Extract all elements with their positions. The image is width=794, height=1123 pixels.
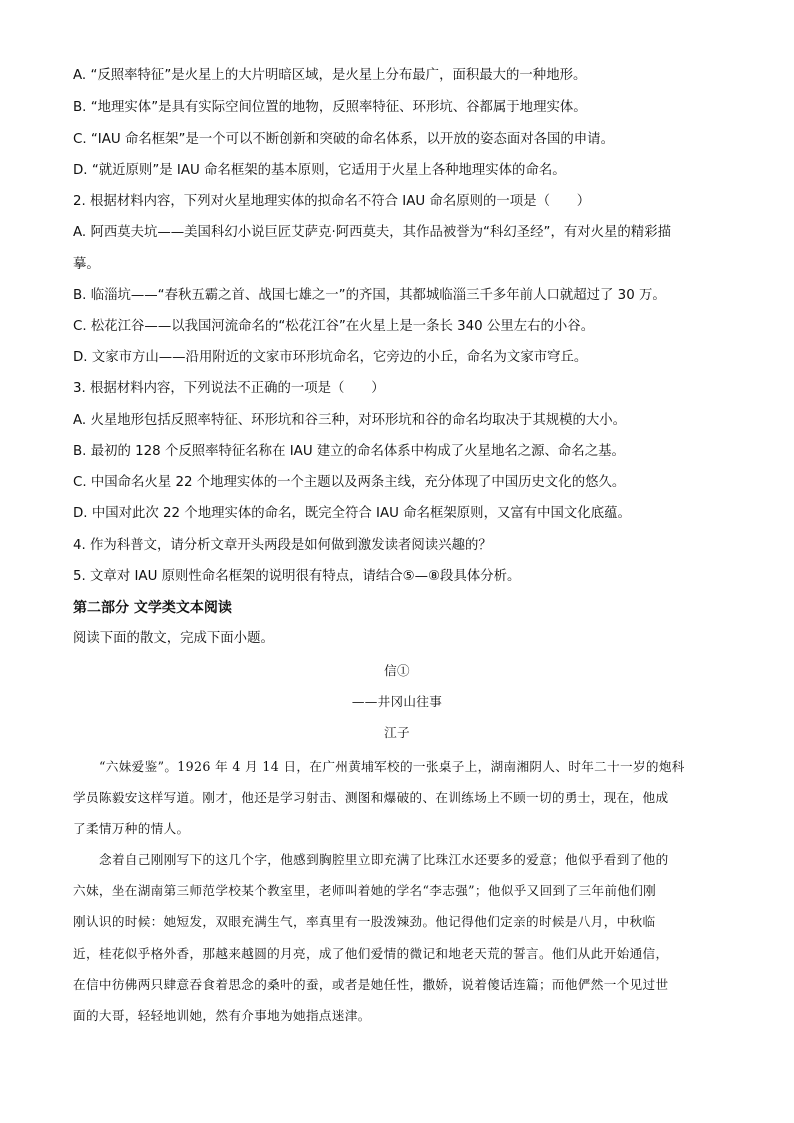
q3-option-d: D. 中国对此次 22 个地理实体的命名，既完全符合 IAU 命名框架原则，又富有中国文化底蕴。 <box>73 506 631 521</box>
q2-stem: 2. 根据材料内容，下列对火星地理实体的拟命名不符合 IAU 命名原则的一项是（ ） <box>73 194 591 209</box>
article-subtitle: ——井冈山往事 <box>351 694 443 709</box>
paragraph-line: 念着自己刚刚写下的这几个字，他感到胸腔里立即充满了比珠江水还要多的爱意；他似乎看到了他的 <box>99 852 669 867</box>
q1-option-b: B. “地理实体”是具有实际空间位置的地物，反照率特征、环形坑、谷都属于地理实体。 <box>73 100 587 115</box>
paragraph-line: 在信中彷佛两只肆意吞食着思念的桑叶的蚕，或者是她任性，撒娇，说着傻话连篇；而他俨然一个见过世 <box>73 977 669 992</box>
q3-option-b: B. 最初的 128 个反照率特征名称在 IAU 建立的命名体系中构成了火星地名之源、命名之基。 <box>73 444 625 459</box>
q3-stem: 3. 根据材料内容，下列说法不正确的一项是（ ） <box>73 381 385 396</box>
q2-option-a-cont: 摹。 <box>73 257 100 272</box>
q5: 5. 文章对 IAU 原则性命名框架的说明很有特点，请结合⑤—⑧段具体分析。 <box>73 569 521 584</box>
paragraph-line: 近，桂花似乎格外香，那越来越圆的月亮，成了他们爱情的微记和地老天荒的誓言。他们从此开始通信， <box>73 946 669 961</box>
q1-option-c: C. “IAU 命名框架”是一个可以不断创新和突破的命名体系，以开放的姿态面对各国的申请。 <box>73 132 614 147</box>
section-title: 第二部分 文学类文本阅读 <box>73 600 232 616</box>
paragraph-line: 刚认识的时候：她短发，双眼充满生气，率真里有一股泼辣劲。他记得他们定亲的时候是八月，中秋临 <box>73 914 656 929</box>
paragraph-line: “六妹爱鉴”。1926 年 4 月 14 日，在广州黄埔军校的一张桌子上，湖南湘阴人、时年二十一岁的炮科 <box>99 759 685 774</box>
q3-option-a: A. 火星地形包括反照率特征、环形坑和谷三种，对环形坑和谷的命名均取决于其规模的大小。 <box>73 413 627 428</box>
paragraph-line: 了柔情万种的情人。 <box>73 821 190 836</box>
q2-option-b: B. 临淄坑——“春秋五霸之首、战国七雄之一”的齐国，其都城临淄三千多年前人口就超过了 30 万。 <box>73 288 666 303</box>
q2-option-d: D. 文家市方山——沿用附近的文家市环形坑命名，它旁边的小丘，命名为文家市穹丘。 <box>73 350 588 365</box>
q2-option-a: A. 阿西莫夫坑——美国科幻小说巨匠艾萨克·阿西莫夫，其作品被誉为“科幻圣经”，有对火星的精彩描 <box>73 225 671 240</box>
q1-option-d: D. “就近原则”是 IAU 命名框架的基本原则，它适用于火星上各种地理实体的命名。 <box>73 163 566 178</box>
q3-option-c: C. 中国命名火星 22 个地理实体的一个主题以及两条主线，充分体现了中国历史文化的悠久。 <box>73 475 626 490</box>
q4: 4. 作为科普文，请分析文章开头两段是如何做到激发读者阅读兴趣的？ <box>73 538 492 553</box>
q2-option-c: C. 松花江谷——以我国河流命名的“松花江谷”在火星上是一条长 340 公里左右的小谷。 <box>73 319 595 334</box>
paragraph-line: 六妹，坐在湖南第三师范学校某个教室里，老师叫着她的学名“李志强”；他似乎又回到了三年前他们刚 <box>73 883 657 898</box>
article-title: 信① <box>384 663 410 678</box>
paragraph-line: 面的大哥，轻轻地训她，然有介事地为她指点迷津。 <box>73 1008 371 1023</box>
paragraph-line: 学员陈毅安这样写道。刚才，他还是学习射击、测图和爆破的、在训练场上不顾一切的勇士，现在，他成 <box>73 790 669 805</box>
q1-option-a: A. “反照率特征”是火星上的大片明暗区域，是火星上分布最广，面积最大的一种地形。 <box>73 68 587 83</box>
article-author: 江子 <box>384 725 410 740</box>
section-instruction: 阅读下面的散文，完成下面小题。 <box>73 631 274 646</box>
